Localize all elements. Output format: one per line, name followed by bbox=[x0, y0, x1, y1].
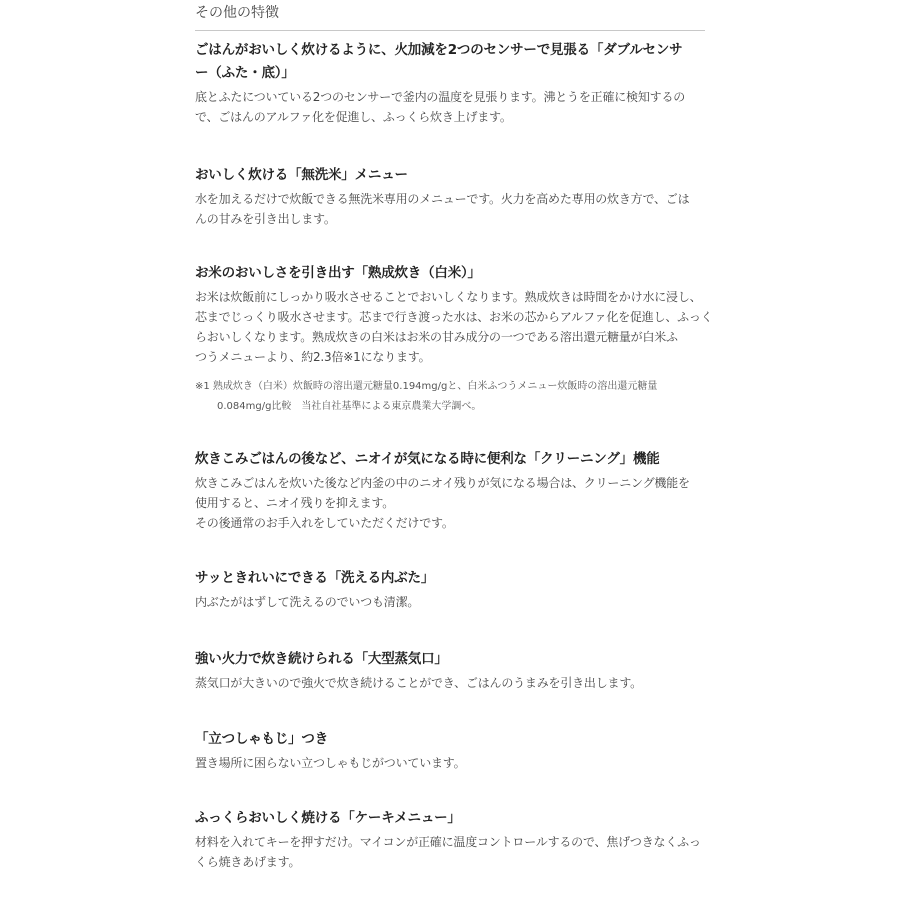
heading-line: ごはんがおいしく炊けるように、火加減を2つのセンサーで見張る「ダブルセンサ bbox=[195, 42, 683, 58]
body-line: くら焼きあげます。 bbox=[195, 855, 301, 869]
body-line: 材料を入れてキーを押すだけ。マイコンが正確に温度コントロールするので、焦げつきなくふっ bbox=[195, 835, 701, 849]
feature-steam-vent bbox=[195, 648, 710, 693]
feature-heading: お米のおいしさを引き出す「熟成炊き（白米）」 bbox=[195, 265, 481, 281]
feature-heading: ふっくらおいしく焼ける「ケーキメニュー」 bbox=[195, 810, 461, 826]
body-line: 底とふたについている2つのセンサーで釜内の温度を見張ります。沸とうを正確に検知するの bbox=[195, 90, 686, 104]
feature-description: 蒸気口が大きいので強火で炊き続けることができ、ごはんのうまみを引き出します。 bbox=[195, 676, 642, 690]
feature-inner-lid bbox=[195, 567, 710, 612]
heading-line: ー（ふた・底）」 bbox=[195, 65, 295, 81]
footnote bbox=[195, 377, 710, 417]
body-line: 芯までじっくり吸水させます。芯まで行き渡った水は、お米の芯からアルファ化を促進し、ふっく bbox=[195, 310, 713, 324]
feature-description: 内ぶたがはずして洗えるのでいつも清潔。 bbox=[195, 595, 420, 609]
feature-description bbox=[195, 832, 710, 872]
body-line: 炊きこみごはんを炊いた後など内釜の中のニオイ残りが気になる場合は、クリーニング機能を bbox=[195, 476, 690, 490]
section-title: その他の特徴 bbox=[195, 5, 279, 21]
feature-cleaning bbox=[195, 448, 710, 533]
feature-double-sensor bbox=[195, 39, 710, 127]
footnote-line: ※1 熟成炊き（白米）炊飯時の溶出還元糖量0.194mg/gと、白米ふつうメニュー炊飯時の溶出還元糖量 bbox=[195, 381, 658, 392]
feature-shamoji bbox=[195, 728, 710, 773]
feature-description bbox=[195, 287, 713, 367]
feature-description bbox=[195, 473, 710, 533]
body-line: 使用すると、ニオイ残りを抑えます。 bbox=[195, 496, 395, 510]
body-line: んの甘みを引き出します。 bbox=[195, 212, 336, 226]
feature-heading: おいしく炊ける「無洗米」メニュー bbox=[195, 167, 408, 183]
feature-description: 置き場所に困らない立つしゃもじがついています。 bbox=[195, 756, 466, 770]
feature-musenmai bbox=[195, 164, 710, 229]
feature-description bbox=[195, 87, 710, 127]
feature-heading: 炊きこみごはんの後など、ニオイが気になる時に便利な「クリーニング」機能 bbox=[195, 451, 660, 467]
feature-cake-menu bbox=[195, 807, 710, 872]
body-line: 水を加えるだけで炊飯できる無洗米専用のメニューです。火力を高めた専用の炊き方で、ごは bbox=[195, 192, 690, 206]
body-line: お米は炊飯前にしっかり吸水させることでおいしくなります。熟成炊きは時間をかけ水に浸し、 bbox=[195, 290, 702, 304]
feature-jukusei bbox=[195, 262, 713, 417]
body-line: その後通常のお手入れをしていただくだけです。 bbox=[195, 516, 454, 530]
body-line: らおいしくなります。熟成炊きの白米はお米の甘み成分の一つである溶出還元糖量が白米ふ bbox=[195, 330, 678, 344]
feature-heading: 「立つしゃもじ」つき bbox=[195, 731, 328, 747]
feature-description bbox=[195, 189, 710, 229]
feature-heading: 強い火力で炊き続けられる「大型蒸気口」 bbox=[195, 651, 448, 667]
footnote-line: 0.084mg/g比較 当社自社基準による東京農業大学調べ。 bbox=[217, 401, 482, 412]
feature-heading: サッときれいにできる「洗える内ぶた」 bbox=[195, 570, 435, 586]
feature-heading bbox=[195, 39, 710, 85]
body-line: で、ごはんのアルファ化を促進し、ふっくら炊き上げます。 bbox=[195, 110, 512, 124]
divider bbox=[195, 30, 705, 31]
body-line: つうメニューより、約2.3倍※1になります。 bbox=[195, 350, 431, 364]
